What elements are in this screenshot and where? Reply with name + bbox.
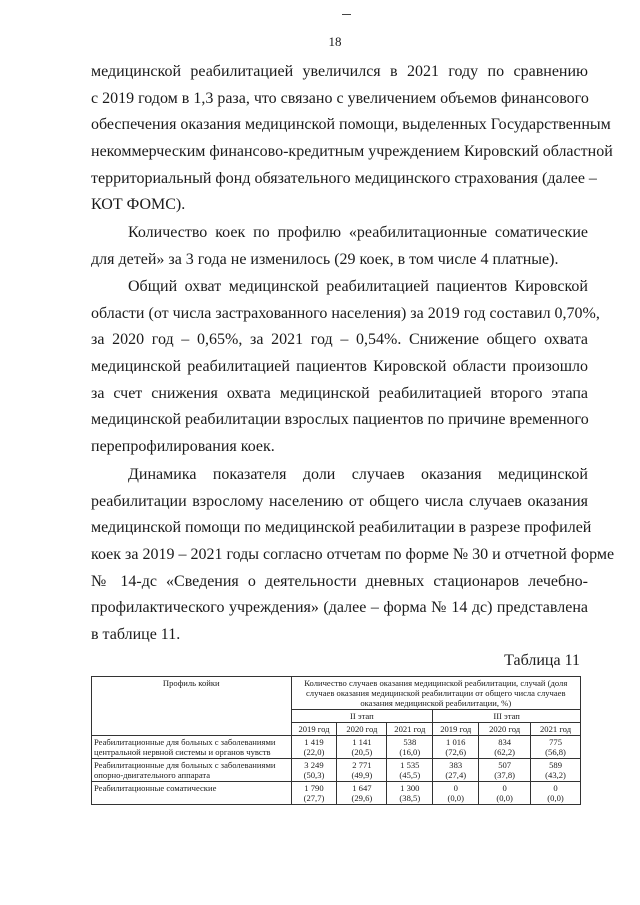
- profile-cell: Реабилитационные для больных с заболеваниями опорно-двигательного аппарата: [92, 759, 292, 782]
- rehabilitation-table: [91, 676, 581, 805]
- text-line: перепрофилирования коек.: [91, 438, 275, 456]
- value-cell: [433, 736, 479, 759]
- year-header: 2021 год: [531, 723, 581, 736]
- case-share: (72,6): [445, 747, 467, 757]
- case-count: 1 419: [304, 737, 324, 747]
- value-cell: [479, 782, 531, 805]
- value-cell: [387, 782, 433, 805]
- value-cell: [337, 736, 387, 759]
- value-cell: [291, 736, 337, 759]
- value-cell: [387, 736, 433, 759]
- case-count: 0: [453, 783, 458, 793]
- value-cell: [479, 759, 531, 782]
- year-header: 2020 год: [479, 723, 531, 736]
- text-line: в таблице 11.: [91, 626, 181, 644]
- case-count: 3 249: [304, 760, 324, 770]
- value-cell: [337, 759, 387, 782]
- year-header: 2019 год: [433, 723, 479, 736]
- case-share: (37,8): [494, 770, 516, 780]
- profile-cell: Реабилитационные соматические: [92, 782, 292, 805]
- text-line: с 2019 годом в 1,3 раза, что связано с увеличением объемов финансового: [91, 89, 589, 107]
- case-share: (0,0): [447, 793, 464, 803]
- table-row: [92, 759, 581, 782]
- case-count: 538: [403, 737, 417, 747]
- case-count: 1 790: [304, 783, 324, 793]
- case-count: 507: [498, 760, 512, 770]
- text-line: некоммерческим финансово-кредитным учреждением Кировский областной: [91, 143, 613, 161]
- table-header-row: [92, 677, 581, 710]
- stage-3-header: III этап: [433, 710, 581, 723]
- paragraph: [91, 220, 588, 273]
- stage-2-header: II этап: [291, 710, 433, 723]
- table-row: [92, 782, 581, 805]
- text-line: Общий охват медицинской реабилитацией пациентов Кировской: [128, 278, 588, 295]
- case-count: 834: [498, 737, 512, 747]
- case-share: (20,5): [351, 747, 373, 757]
- case-count: 1 300: [400, 783, 420, 793]
- case-count: 2 771: [352, 760, 372, 770]
- header-dash: [342, 14, 351, 15]
- case-share: (50,3): [303, 770, 325, 780]
- case-share: (45,5): [399, 770, 421, 780]
- case-share: (27,4): [445, 770, 467, 780]
- text-line: территориальный фонд обязательного медицинского страхования (далее –: [91, 169, 597, 187]
- value-cell: [291, 782, 337, 805]
- text-line: за счет снижения охвата медицинской реабилитацией второго этапа: [91, 384, 588, 402]
- case-share: (62,2): [494, 747, 516, 757]
- text-line: медицинской помощи по медицинской реабилитации в разрезе профилей: [91, 519, 592, 537]
- text-line: обеспечения оказания медицинской помощи, выделенных Государственным: [91, 116, 611, 134]
- paragraph: [91, 462, 615, 649]
- case-share: (22,0): [303, 747, 325, 757]
- case-count: 383: [449, 760, 463, 770]
- paragraph: [91, 274, 600, 461]
- case-count: 1 535: [400, 760, 420, 770]
- profile-header: Профиль койки: [92, 677, 292, 736]
- case-count: 1 141: [352, 737, 372, 747]
- value-cell: [433, 759, 479, 782]
- case-share: (0,0): [496, 793, 513, 803]
- value-cell: [531, 759, 581, 782]
- text-line: Количество коек по профилю «реабилитационные соматические: [128, 224, 588, 241]
- text-line: медицинской реабилитацией увеличился в 2021 году по сравнению: [91, 63, 588, 80]
- case-share: (38,5): [399, 793, 421, 803]
- text-line: коек за 2019 – 2021 годы согласно отчетам по форме № 30 и отчетной форме: [91, 546, 615, 564]
- value-cell: [531, 736, 581, 759]
- value-cell: [337, 782, 387, 805]
- text-line: для детей» за 3 года не изменилось (29 коек, в том числе 4 платные).: [91, 250, 559, 268]
- case-count: 0: [502, 783, 507, 793]
- case-share: (29,6): [351, 793, 373, 803]
- case-count: 0: [553, 783, 558, 793]
- text-line: области (от числа застрахованного населения) за 2019 год составил 0,70%,: [91, 304, 600, 322]
- case-count: 775: [549, 737, 562, 747]
- value-cell: [291, 759, 337, 782]
- profile-cell: Реабилитационные для больных с заболеваниями центральной нервной системы и органов чувств: [92, 736, 292, 759]
- value-cell: [433, 782, 479, 805]
- case-share: (27,7): [303, 793, 325, 803]
- table-row: [92, 736, 581, 759]
- case-count: 1 016: [446, 737, 466, 747]
- paragraph: [91, 59, 613, 219]
- case-share: (0,0): [547, 793, 564, 803]
- text-line: № 14-дс «Сведения о деятельности дневных стационаров лечебно-: [91, 572, 588, 590]
- case-share: (49,9): [351, 770, 373, 780]
- text-line: за 2020 год – 0,65%, за 2021 год – 0,54%. Снижение общего охвата: [91, 331, 588, 349]
- text-line: реабилитации взрослому населению от общего числа случаев оказания: [91, 492, 588, 510]
- value-cell: [531, 782, 581, 805]
- text-line: КОТ ФОМС).: [91, 196, 186, 214]
- text-line: Динамика показателя доли случаев оказания медицинской: [128, 466, 588, 483]
- value-cell: [479, 736, 531, 759]
- case-share: (56,8): [545, 747, 566, 757]
- year-header: 2021 год: [387, 723, 433, 736]
- value-cell: [387, 759, 433, 782]
- main-header: Количество случаев оказания медицинской реабилитации, случай (доля случаев оказания медицинской реабилитации от общего числа случаев оказания медицинской реабилитации, %): [291, 677, 580, 710]
- year-header: 2019 год: [291, 723, 337, 736]
- case-share: (43,2): [545, 770, 566, 780]
- table-caption: Таблица 11: [504, 652, 580, 669]
- text-line: медицинской реабилитацией пациентов Кировской области произошло: [91, 358, 588, 376]
- case-count: 589: [549, 760, 562, 770]
- year-header: 2020 год: [337, 723, 387, 736]
- text-line: профилактического учреждения» (далее – форма № 14 дс) представлена: [91, 599, 588, 617]
- page-number: 18: [328, 34, 342, 49]
- case-share: (16,0): [399, 747, 421, 757]
- text-line: медицинской реабилитации взрослых пациентов по причине временного: [91, 411, 589, 429]
- case-count: 1 647: [352, 783, 372, 793]
